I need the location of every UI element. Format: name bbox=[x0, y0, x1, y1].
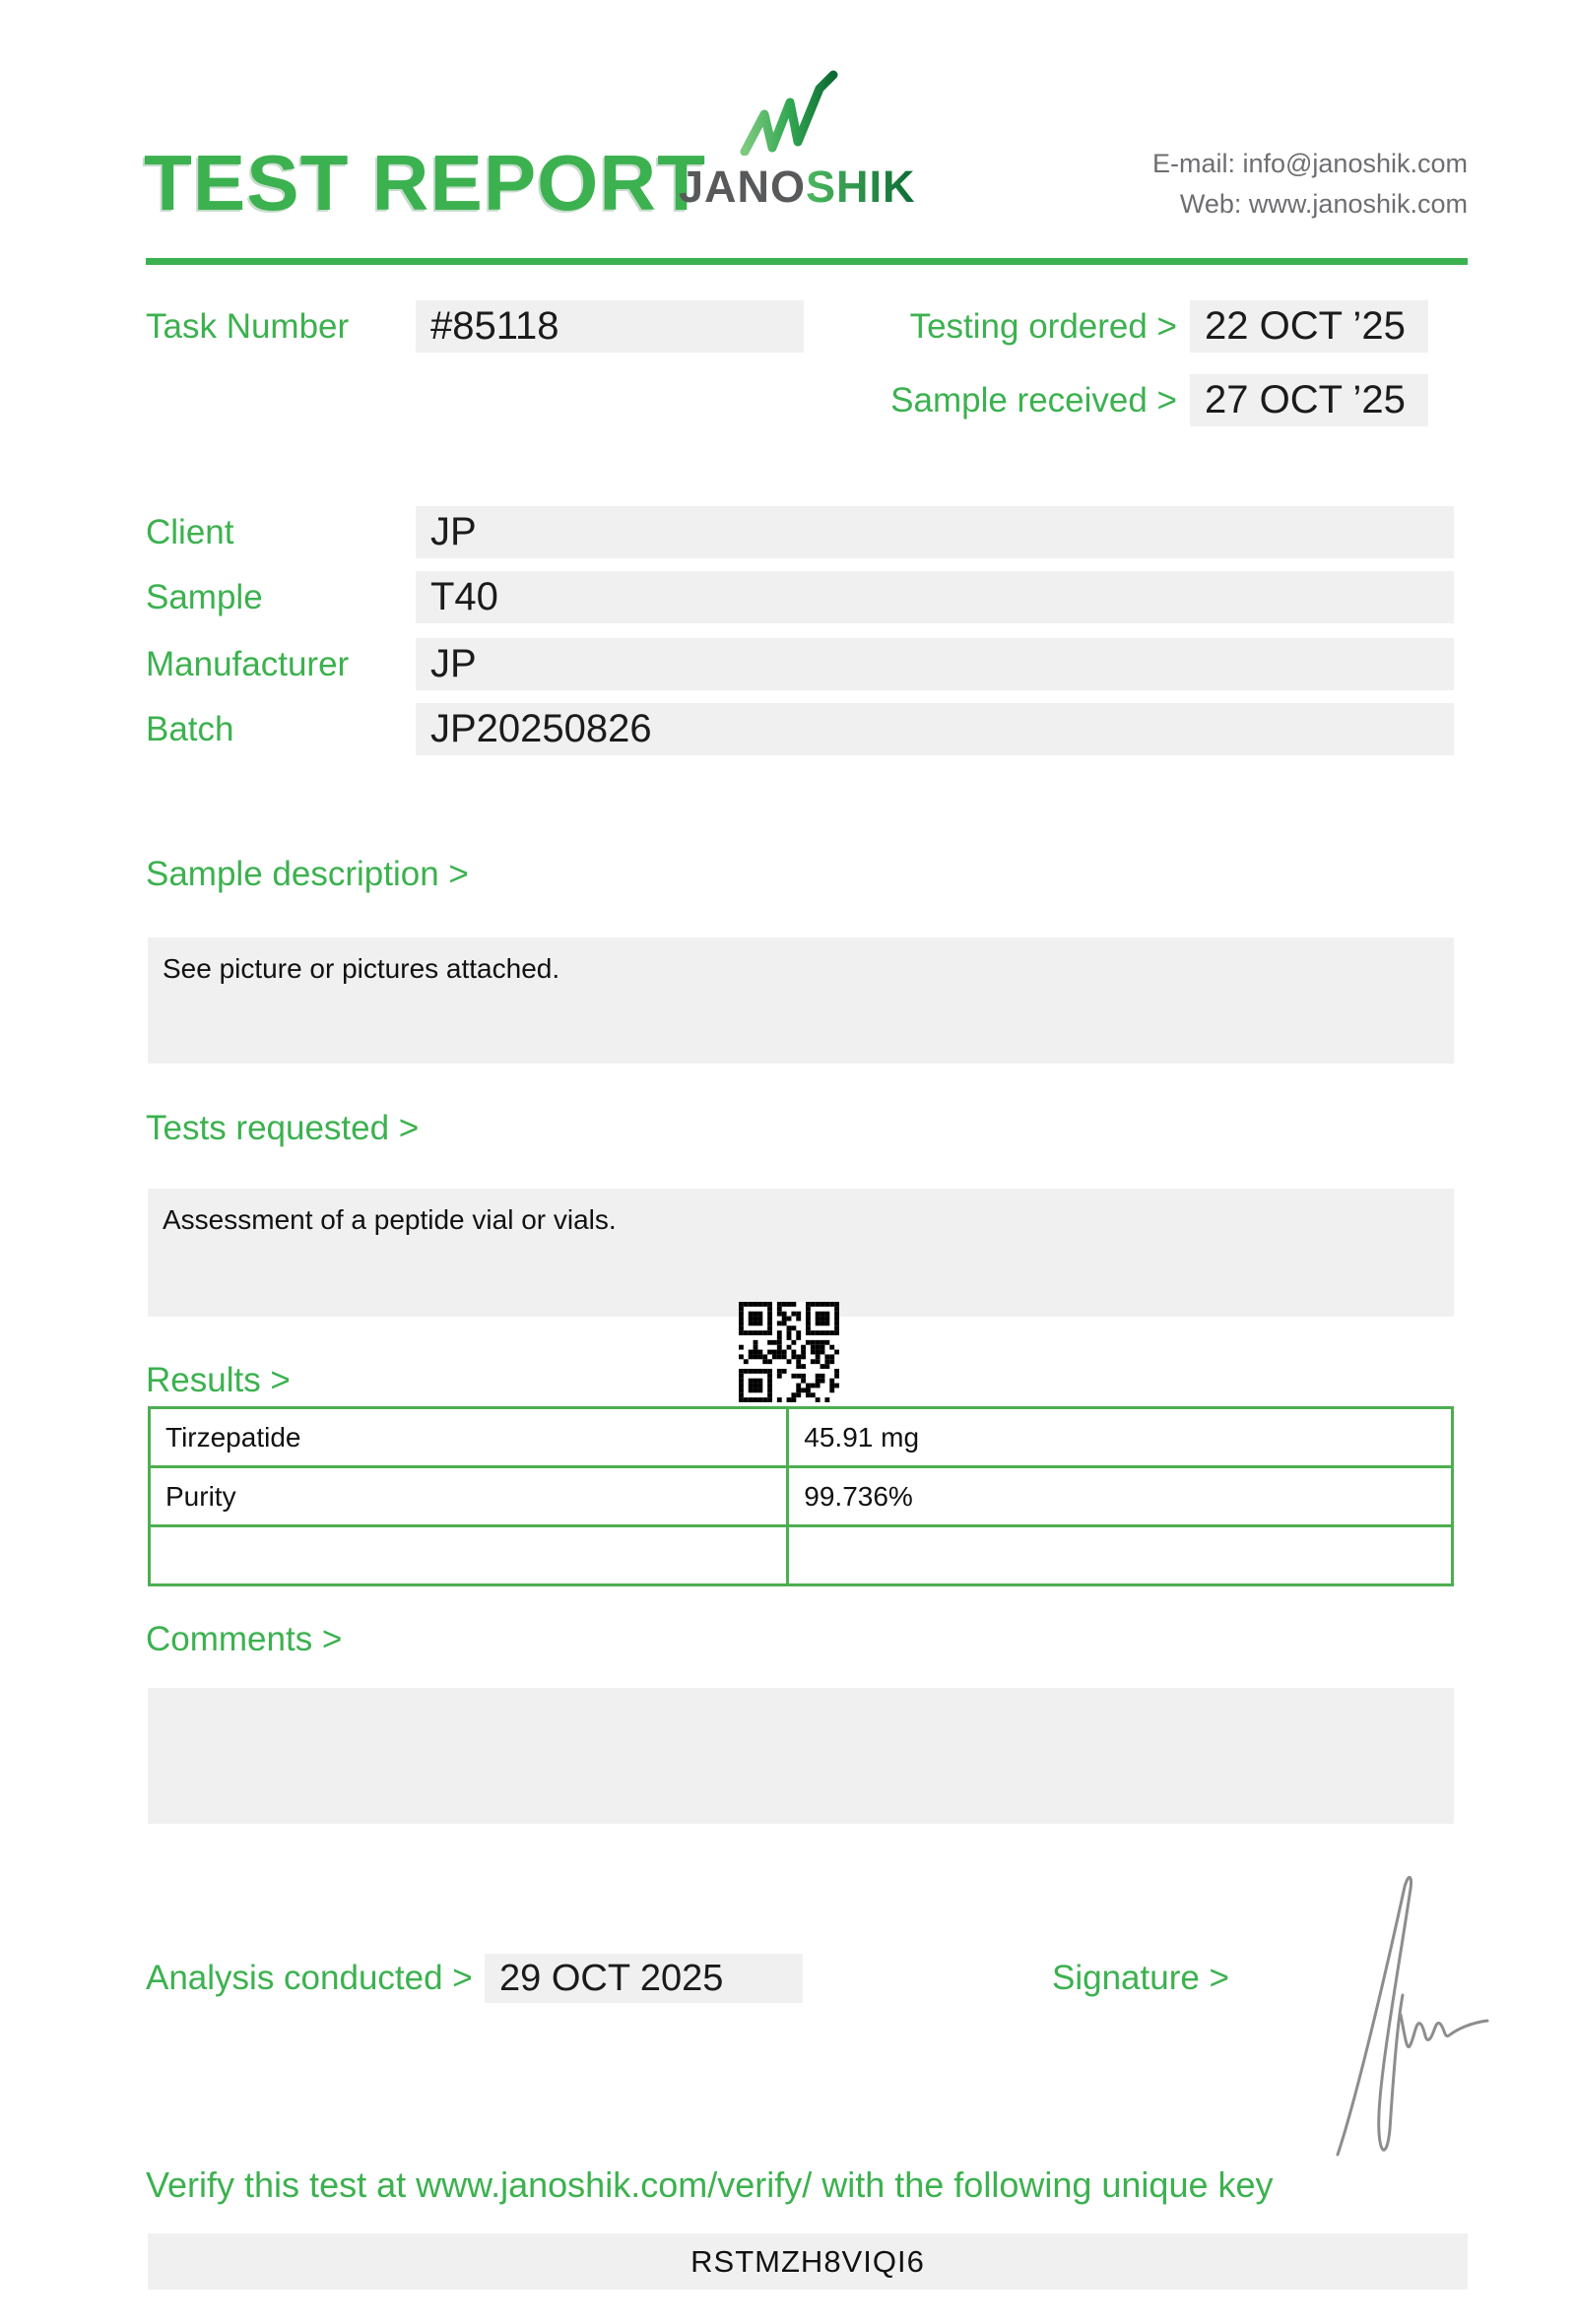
logo-chart-icon bbox=[739, 69, 847, 156]
unique-key-value: RSTMZH8VIQI6 bbox=[690, 2244, 925, 2279]
result-name-cell bbox=[150, 1526, 788, 1585]
task-number-label: Task Number bbox=[146, 307, 350, 346]
result-value-cell: 45.91 mg bbox=[788, 1408, 1453, 1467]
tests-requested-heading: Tests requested > bbox=[146, 1109, 420, 1147]
client-label: Client bbox=[146, 513, 234, 551]
logo-text-jano: JANO bbox=[679, 161, 807, 212]
client-value: JP bbox=[416, 506, 1454, 558]
signature-scribble bbox=[1310, 1859, 1507, 2184]
table-row bbox=[150, 1467, 1453, 1526]
sample-description-heading: Sample description > bbox=[146, 855, 469, 893]
sample-received-value: 27 OCT ’25 bbox=[1190, 374, 1428, 426]
verify-instruction: Verify this test at www.janoshik.com/verify/ with the following unique key bbox=[146, 2164, 1274, 2205]
sample-value: T40 bbox=[416, 571, 1454, 623]
sample-received-label: Sample received > bbox=[890, 381, 1177, 420]
sample-description-box bbox=[148, 937, 1454, 1064]
contact-web: Web: www.janoshik.com bbox=[1179, 189, 1468, 219]
logo-wordmark bbox=[679, 161, 916, 213]
page-title: TEST REPORT bbox=[144, 139, 707, 226]
testing-ordered-value: 22 OCT ’25 bbox=[1190, 300, 1428, 353]
unique-key-box bbox=[148, 2233, 1468, 2290]
table-row bbox=[150, 1526, 1453, 1585]
result-value-cell: 99.736% bbox=[788, 1467, 1453, 1526]
sample-label: Sample bbox=[146, 578, 263, 616]
contact-email: E-mail: info@janoshik.com bbox=[1151, 149, 1468, 178]
result-name-cell: Tirzepatide bbox=[150, 1408, 788, 1467]
analysis-date-value: 29 OCT 2025 bbox=[485, 1954, 803, 2003]
header-divider bbox=[146, 258, 1468, 265]
result-value-cell bbox=[788, 1526, 1453, 1585]
contact-block bbox=[1152, 144, 1468, 225]
results-table bbox=[148, 1406, 1454, 1586]
qr-code bbox=[739, 1302, 839, 1402]
janoshik-logo bbox=[679, 69, 916, 213]
analysis-conducted-label: Analysis conducted > bbox=[146, 1959, 473, 1997]
testing-ordered-label: Testing ordered > bbox=[909, 307, 1177, 346]
batch-value: JP20250826 bbox=[416, 703, 1454, 755]
tests-requested-text: Assessment of a peptide vial or vials. bbox=[163, 1204, 617, 1235]
task-number-value: #85118 bbox=[416, 300, 804, 353]
sample-description-text: See picture or pictures attached. bbox=[163, 953, 560, 984]
comments-heading: Comments > bbox=[146, 1620, 343, 1658]
batch-label: Batch bbox=[146, 710, 234, 748]
tests-requested-box bbox=[148, 1189, 1454, 1317]
comments-box bbox=[148, 1688, 1454, 1824]
signature-label: Signature > bbox=[1052, 1959, 1229, 1997]
results-heading: Results > bbox=[146, 1361, 291, 1399]
result-name-cell: Purity bbox=[150, 1467, 788, 1526]
table-row bbox=[150, 1408, 1453, 1467]
logo-text-shik: SHIK bbox=[806, 161, 916, 212]
manufacturer-value: JP bbox=[416, 638, 1454, 690]
manufacturer-label: Manufacturer bbox=[146, 645, 350, 683]
